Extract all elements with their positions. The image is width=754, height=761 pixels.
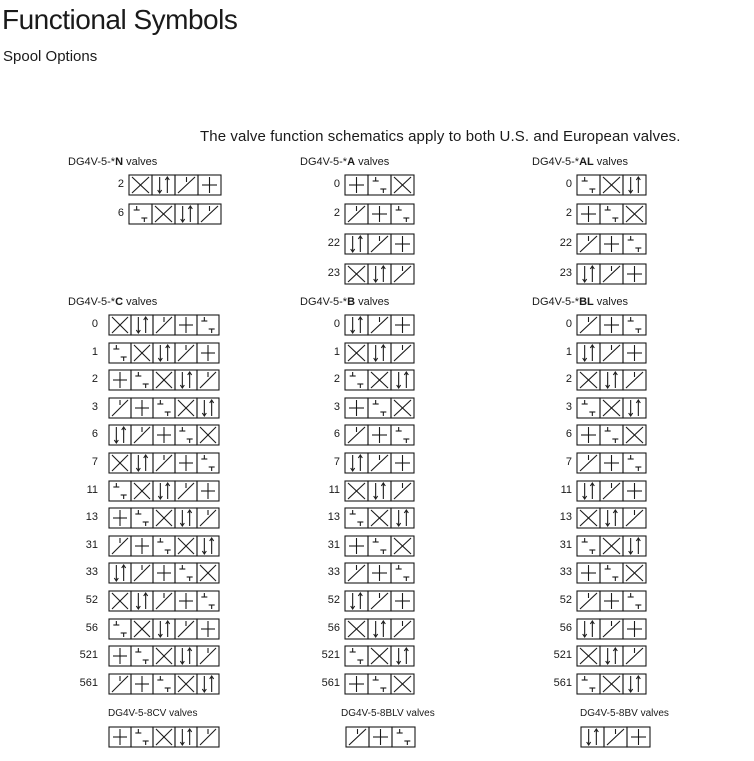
spool-code: 7 (91, 456, 98, 468)
spool-symbol-icon (344, 369, 415, 391)
spool-symbol-icon (576, 397, 647, 419)
spool-code: 33 (559, 566, 572, 579)
spool-symbol-icon (108, 726, 220, 748)
group-heading: DG4V-5-*A valves (300, 156, 390, 168)
group-c-valves (68, 296, 288, 706)
spool-code: 2 (565, 207, 572, 219)
spool-symbol-icon (108, 369, 220, 391)
spool-code: 31 (327, 538, 340, 551)
spool-symbol-icon (344, 618, 415, 640)
spool-code: 13 (559, 511, 572, 524)
spool-code: 0 (565, 318, 572, 330)
spool-code: 521 (553, 649, 572, 662)
spool-code: 0 (565, 178, 572, 190)
spool-code: 56 (85, 621, 98, 634)
spool-symbol-icon (108, 507, 220, 529)
spool-code: 7 (333, 456, 340, 468)
spool-code: 13 (85, 511, 98, 524)
spool-code: 13 (327, 511, 340, 524)
applicability-note: The valve function schematics apply to both U.S. and European valves. (200, 128, 681, 145)
spool-symbol-icon (128, 174, 222, 196)
spool-symbol-icon (345, 726, 416, 748)
spool-symbol-icon (344, 452, 415, 474)
spool-code: 56 (327, 621, 340, 634)
spool-symbol-icon (576, 203, 647, 225)
spool-code: 521 (321, 649, 340, 662)
spool-code: 1 (91, 345, 98, 358)
group-8cv-label: DG4V-5-8CV valves (108, 708, 198, 719)
spool-symbol-icon (344, 645, 415, 667)
spool-symbol-icon (576, 562, 647, 584)
spool-symbol-icon (108, 645, 220, 667)
spool-symbol-icon (576, 424, 647, 446)
spool-symbol-icon (576, 369, 647, 391)
spool-symbol-icon (344, 562, 415, 584)
spool-code: 1 (565, 345, 572, 358)
spool-code: 2 (333, 207, 340, 219)
spool-code: 3 (565, 400, 572, 413)
spool-code: 6 (333, 428, 340, 441)
spool-code: 0 (333, 178, 340, 190)
spool-code: 561 (553, 676, 572, 689)
spool-code: 11 (328, 483, 340, 496)
spool-code: 52 (327, 594, 340, 606)
group-heading: DG4V-5-*C valves (68, 296, 158, 308)
spool-code: 521 (79, 649, 98, 662)
spool-code: 23 (327, 267, 340, 279)
spool-symbol-icon (108, 480, 220, 502)
spool-symbol-icon (344, 507, 415, 529)
group-b-valves (300, 296, 500, 706)
group-heading: DG4V-5-*BL valves (532, 296, 628, 308)
spool-symbol-icon (344, 673, 415, 695)
spool-symbol-icon (576, 618, 647, 640)
spool-symbol-icon (344, 424, 415, 446)
spool-symbol-icon (344, 233, 415, 255)
spool-symbol-icon (344, 535, 415, 557)
spool-code: 561 (79, 676, 98, 689)
spool-code: 6 (565, 428, 572, 441)
spool-symbol-icon (108, 424, 220, 446)
spool-symbol-icon (576, 314, 647, 336)
spool-code: 0 (91, 318, 98, 330)
spool-symbol-icon (576, 673, 647, 695)
group-al-valves (532, 156, 732, 291)
spool-code: 33 (85, 566, 98, 579)
spool-symbol-icon (576, 174, 647, 196)
spool-code: 6 (91, 428, 98, 441)
spool-code: 23 (559, 267, 572, 279)
spool-symbol-icon (576, 480, 647, 502)
spool-code: 31 (559, 538, 572, 551)
spool-symbol-icon (108, 397, 220, 419)
group-heading: DG4V-5-*N valves (68, 156, 158, 168)
page-subtitle: Spool Options (3, 48, 98, 65)
group-n-valves (68, 156, 268, 226)
spool-code: 56 (559, 621, 572, 634)
spool-symbol-icon (344, 203, 415, 225)
spool-symbol-icon (108, 452, 220, 474)
spool-symbol-icon (108, 673, 220, 695)
spool-symbol-icon (576, 233, 647, 255)
spool-symbol-icon (108, 342, 220, 364)
spool-symbol-icon (344, 263, 415, 285)
spool-symbol-icon (576, 263, 647, 285)
spool-code: 6 (117, 207, 124, 219)
spool-symbol-icon (344, 397, 415, 419)
spool-code: 3 (333, 400, 340, 413)
spool-symbol-icon (576, 590, 647, 612)
spool-symbol-icon (344, 342, 415, 364)
spool-code: 22 (327, 237, 340, 249)
spool-symbol-icon (576, 342, 647, 364)
group-a-valves (300, 156, 500, 291)
spool-code: 2 (117, 178, 124, 190)
spool-symbol-icon (108, 314, 220, 336)
spool-code: 11 (560, 483, 572, 496)
group-heading: DG4V-5-*AL valves (532, 156, 628, 168)
spool-code: 7 (565, 456, 572, 468)
spool-code: 22 (559, 237, 572, 249)
spool-code: 31 (85, 538, 98, 551)
group-bl-valves (532, 296, 732, 706)
spool-symbol-icon (576, 507, 647, 529)
spool-symbol-icon (108, 535, 220, 557)
spool-symbol-icon (344, 480, 415, 502)
spool-symbol-icon (108, 590, 220, 612)
spool-symbol-icon (344, 314, 415, 336)
group-heading: DG4V-5-*B valves (300, 296, 390, 308)
spool-symbol-icon (108, 618, 220, 640)
page-title: Functional Symbols (2, 4, 238, 35)
spool-code: 2 (91, 373, 98, 386)
spool-code: 33 (327, 566, 340, 579)
spool-symbol-icon (344, 590, 415, 612)
spool-code: 2 (565, 373, 572, 386)
spool-code: 11 (86, 483, 98, 496)
spool-symbol-icon (576, 645, 647, 667)
spool-symbol-icon (344, 174, 415, 196)
spool-symbol-icon (576, 452, 647, 474)
group-8bv-label: DG4V-5-8BV valves (580, 708, 669, 719)
spool-code: 52 (85, 594, 98, 606)
group-8blv-label: DG4V-5-8BLV valves (341, 708, 435, 719)
spool-code: 1 (333, 345, 340, 358)
spool-code: 52 (559, 594, 572, 606)
spool-symbol-icon (108, 562, 220, 584)
spool-code: 0 (333, 318, 340, 330)
spool-symbol-icon (580, 726, 651, 748)
spool-symbol-icon (128, 203, 222, 225)
spool-code: 2 (333, 373, 340, 386)
spool-code: 561 (321, 676, 340, 689)
spool-symbol-icon (576, 535, 647, 557)
spool-code: 3 (91, 400, 98, 413)
